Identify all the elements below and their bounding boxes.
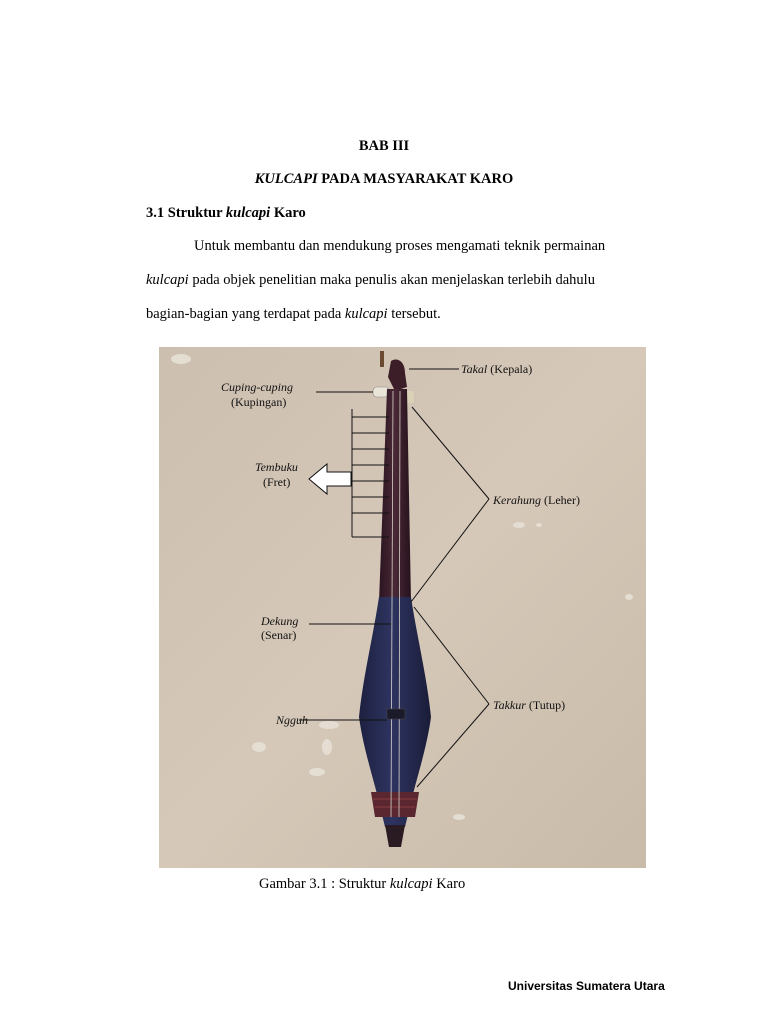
label-kerahung-rest: (Leher) [541, 493, 580, 507]
kulcapi-figure [159, 347, 646, 868]
figure-caption [259, 876, 465, 893]
label-tembuku: Tembuku [255, 460, 298, 474]
paragraph-line-3-start: bagian-bagian yang terdapat pada [146, 306, 345, 322]
paragraph-line-3-italic: kulcapi [344, 306, 388, 322]
caption-italic: kulcapi [389, 876, 433, 892]
chapter-title-italic: KULCAPI [254, 171, 318, 187]
section-heading [146, 205, 306, 222]
label-ngguh: Ngguh [276, 713, 309, 727]
paragraph-line-1: Untuk membantu dan mendukung proses mengamati teknik permainan [194, 238, 606, 254]
section-rest: Karo [270, 205, 306, 221]
label-takkur-rest: (Tutup) [525, 698, 566, 712]
caption-prefix: Gambar 3.1 : Struktur [259, 876, 390, 892]
label-fret: (Fret) [263, 475, 291, 489]
label-senar: (Senar) [261, 628, 297, 642]
label-takal-italic: Takal [461, 362, 488, 376]
label-dekung: Dekung [261, 614, 299, 628]
paragraph-line-2-rest: pada objek penelitian maka penulis akan menjelaskan terlebih dahulu [188, 272, 595, 288]
chapter-title-rest: PADA MASYARAKAT KARO [317, 171, 514, 187]
footer-university: Universitas Sumatera Utara [508, 979, 665, 993]
label-takal-rest: (Kepala) [487, 362, 533, 376]
label-takkur-italic: Takkur [493, 698, 526, 712]
section-number: 3.1 Struktur [146, 205, 226, 221]
section-italic: kulcapi [225, 205, 271, 221]
chapter-title [0, 171, 768, 188]
label-takal [461, 362, 532, 376]
label-kerahung [492, 493, 580, 507]
caption-rest: Karo [432, 876, 466, 892]
label-cuping: Cuping-cuping [221, 380, 293, 394]
chapter-heading: BAB III [358, 138, 410, 154]
label-kupingan: (Kupingan) [231, 395, 287, 409]
label-kerahung-italic: Kerahung [493, 493, 541, 507]
paragraph-line-3 [146, 306, 636, 323]
paragraph-line-2-italic: kulcapi [146, 272, 189, 288]
paragraph-line-3-rest: tersebut. [387, 306, 441, 322]
label-takkur [493, 698, 565, 712]
paragraph-line-2 [146, 272, 636, 289]
